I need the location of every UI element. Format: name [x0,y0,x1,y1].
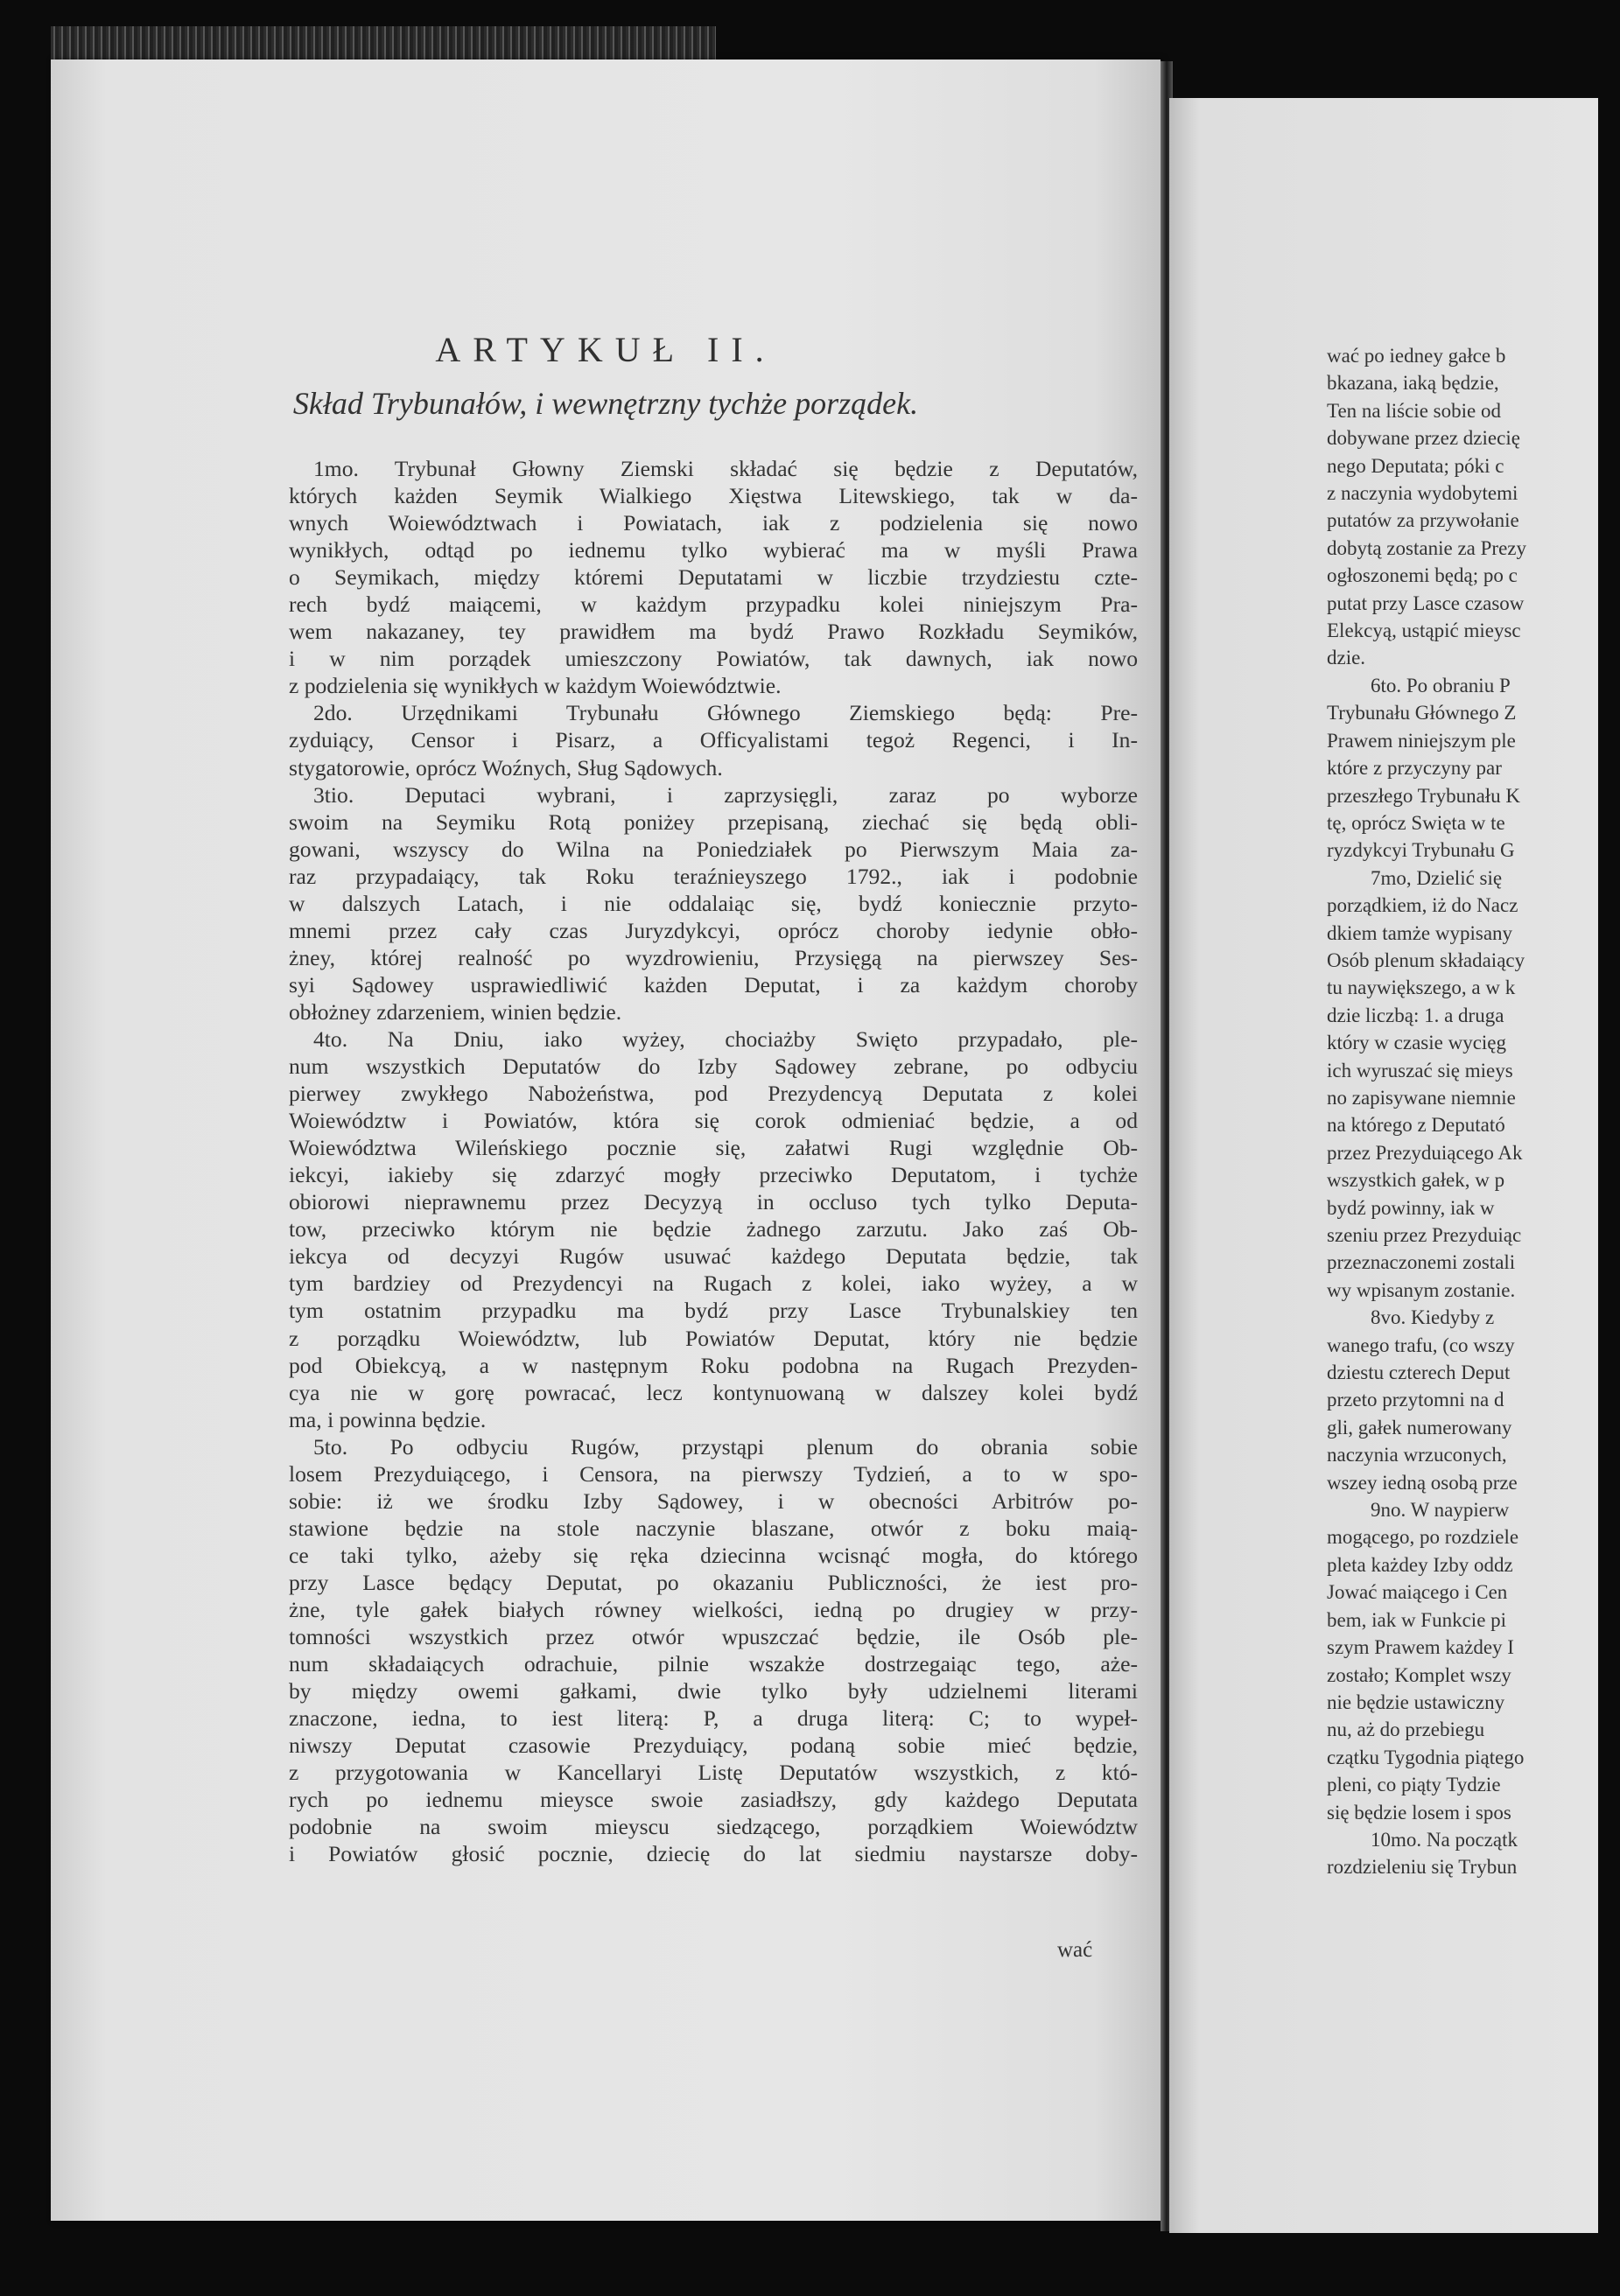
text-line: przy Lasce będący Deputat, po okazaniu Publiczności, że iest pro- [289,1569,1138,1595]
scan-edge-strip [51,26,716,63]
text-line: z podzielenia się wynikłych w każdym Woiewództwie. [289,673,782,699]
text-line: nego Deputata; póki c [1327,454,1504,477]
text-line: tu naywiększego, a w k [1327,976,1516,999]
text-line: bkazana, iaką będzie, [1327,372,1499,395]
text-line: rozdzieleniu się Trybun [1327,1856,1518,1879]
text-line: bydź powinny, iak w [1327,1196,1495,1219]
text-line: przeto przytomni na d [1327,1389,1504,1411]
right-page-body [1169,342,1598,1881]
text-line: dobytą zostanie za Prezy [1327,536,1526,559]
text-line: szeniu przez Prezyduiąc [1327,1224,1522,1246]
text-line: 3tio. Deputaci wybrani, i zaprzysięgli, zaraz po wyborze [313,781,1138,808]
text-line: iekcyi, iakieby się zdarzyć mogły przeciwko Deputatom, i tychże [289,1162,1138,1188]
right-book-page [1169,98,1598,2233]
text-line: podobnie na swoim mieyscu siedzącego, porządkiem Woiewództw [289,1814,1138,1840]
text-line: num wszystkich Deputatów do Izby Sądowey zebrane, po odbyciu [289,1054,1138,1080]
text-line: rech bydź maiącemi, w każdym przypadku kolei niniejszym Pra- [289,592,1138,618]
text-line: z porządku Woiewództw, lub Powiatów Deputat, który nie będzie [289,1325,1138,1351]
text-line: porządkiem, iż do Nacz [1327,894,1518,917]
text-line: zostało; Komplet wszy [1327,1663,1511,1686]
text-line: ogłoszonemi będą; po c [1327,564,1518,587]
text-line: wać po iedney gałce b [1327,345,1506,367]
text-line: putatów za przywołanie [1327,509,1519,532]
text-line: przeszłego Trybunału K [1327,784,1521,807]
text-line: Trybunału Głównego Z [1327,702,1517,724]
text-line: 6to. Po obraniu P [1371,674,1511,696]
text-line: no zapisywane niemnie [1327,1086,1516,1109]
text-line: tomności wszystkich przez otwór wpuszczać będzie, ile Osób ple- [289,1624,1138,1650]
catchword: wać [1057,1938,1093,1962]
text-line: stygatorowie, oprócz Woźnych, Sług Sądowych. [289,754,723,780]
text-line: gowani, wszyscy do Wilna na Poniedziałek po Pierwszym Maia za- [289,836,1138,862]
text-line: stawione będzie na stole naczynie blaszane, otwór z boku maią- [289,1515,1138,1541]
text-line: tym ostatnim przypadku ma bydź przy Lasce Trybunalskiey ten [289,1298,1138,1324]
text-line: z naczynia wydobytemi [1327,482,1518,505]
text-line: nie będzie ustawiczny [1327,1690,1505,1713]
text-line: dzie liczbą: 1. a druga [1327,1004,1504,1026]
text-line: bem, iak w Funkcie pi [1327,1608,1507,1631]
text-line: które z przyczyny par [1327,757,1502,780]
text-line: dobywane przez dziecię [1327,427,1520,450]
text-line: Prawem niniejszym ple [1327,729,1516,752]
text-line: pleta każdey Izby oddz [1327,1553,1513,1576]
text-line: pleni, co piąty Tydzie [1327,1774,1501,1796]
text-line: wnych Woiewództwach i Powiatach, iak z podzielenia się nowo [289,510,1138,536]
text-line: 7mo, Dzielić się [1371,866,1503,889]
text-line: Jować maiącego i Cen [1327,1581,1508,1604]
text-line: by między owemi gałkami, dwie tylko były udzielnemi literami [289,1678,1138,1704]
text-line: num składaiących odrachuie, pilnie wszakże dostrzegaiąc tego, aże- [289,1651,1138,1677]
article-subtitle: Skład Trybunałów, i wewnętrzny tychże porządek. [292,386,919,421]
text-line: ma, i powinna będzie. [289,1406,487,1432]
text-line: z przygotowania w Kancellaryi Listę Deputatów wszystkich, z któ- [289,1760,1138,1786]
text-line: i Powiatów głosić pocznie, dziecię do lat siedmiu naystarsze doby- [289,1841,1138,1867]
text-line: Ten na liście sobie od [1327,399,1501,422]
text-line: czątku Tygodnia piątego [1327,1746,1525,1768]
text-line: 4to. Na Dniu, iako wyżey, chociażby Swięto przypadało, ple- [313,1026,1138,1052]
text-line: przeznaczonemi zostali [1327,1251,1516,1274]
text-line: żney, której realność po wyzdrowieniu, Przysięgą na pierwszey Ses- [289,944,1138,970]
text-line: niwszy Deputat czasowie Prezyduiący, podaną sobie mieć będzie, [289,1732,1138,1759]
text-line: nu, aż do przebiegu [1327,1718,1485,1741]
text-line: wanego trafu, (co wszy [1327,1334,1515,1356]
text-line: losem Prezyduiącego, i Censora, na pierwszy Tydzień, a to w spo- [289,1460,1138,1487]
text-line: tow, przeciwko którym nie będzie żadnego zarzutu. Jako zaś Ob- [289,1216,1138,1242]
text-line: 9no. W naypierw [1371,1499,1510,1522]
text-line: dziestu czterech Deput [1327,1362,1511,1384]
text-line: szym Prawem każdey I [1327,1636,1514,1659]
text-line: 5to. Po odbyciu Rugów, przystąpi plenum do obrania sobie [313,1433,1138,1460]
text-line: naczynia wrzuconych, [1327,1444,1507,1466]
text-line: pod Obiekcyą, a w następnym Roku podobna na Rugach Prezyden- [289,1352,1138,1378]
text-line: cya nie w gorę powracać, lecz kontynuowaną w dalszey kolei bydź [289,1379,1138,1405]
text-line: gli, gałek numerowany [1327,1416,1512,1438]
text-line: obiorowi nieprawnemu przez Decyzyą in occluso tych tylko Deputa- [289,1189,1138,1215]
text-line: ich wyruszać się mieys [1327,1059,1513,1082]
text-line: Woiewództwa Wileńskiego pocznie się, załatwi Rugi względnie Ob- [289,1135,1138,1161]
text-line: raz przypadaiący, tak Roku teraźnieyszego 1792., iak i podobnie [289,863,1138,889]
text-line: Elekcyą, ustąpić mieysc [1327,620,1521,642]
text-line: mnemi przez cały czas Juryzdykcyi, oprócz choroby iedynie obło- [289,917,1138,943]
text-line: iekcya od decyzyi Rugów usuwać każdego Deputata będzie, tak [289,1243,1138,1270]
text-line: pierwey zwykłego Nabożeństwa, pod Prezydencyą Deputata z kolei [289,1081,1138,1107]
text-line: tę, oprócz Swięta w te [1327,811,1505,834]
text-line: tym bardziey od Prezydencyi na Rugach z kolei, iako wyżey, a w [289,1270,1138,1297]
text-line: syi Sądowey usprawiedliwić każden Deputat, i za każdym choroby [289,971,1138,998]
text-line: żne, tyle gałek białych równey wielkości, iedną po drugiey w przy- [289,1596,1138,1622]
text-line: 1mo. Trybunał Głowny Ziemski składać się będzie z Deputatów, [313,456,1138,481]
text-line: który w czasie wycięg [1327,1032,1507,1054]
text-line: wem nakazaney, tey prawidłem ma bydź Prawo Rozkładu Seymików, [289,619,1138,645]
text-line: się będzie losem i spos [1327,1801,1511,1824]
text-line: wszey iedną osobą prze [1327,1471,1518,1494]
text-line: Woiewództw i Powiatów, która się corok odmieniać będzie, a od [289,1108,1138,1134]
article-title: ARTYKUŁ II. [435,330,776,369]
text-line: zyduiący, Censor i Pisarz, a Officyalistami tegoż Regenci, i In- [289,727,1138,753]
text-line: 8vo. Kiedyby z [1371,1306,1495,1329]
left-book-page [51,60,1161,2221]
text-line: w dalszych Latach, i nie oddalaiąc się, bydź koniecznie przyto- [289,890,1138,916]
text-line: 10mo. Na początk [1371,1828,1518,1851]
text-line: na którego z Deputató [1327,1114,1505,1137]
text-line: o Seymikach, między któremi Deputatami w liczbie trzydziestu czte- [289,564,1138,591]
text-line: znaczone, iedna, to iest literą: P, a druga literą: C; to wypeł- [289,1705,1138,1732]
text-line: putat przy Lasce czasow [1327,592,1525,614]
text-line: wynikłych, odtąd po iednemu tylko wybierać ma w myśli Prawa [289,537,1138,564]
text-line: przez Prezyduiącego Ak [1327,1141,1523,1164]
text-line: których każden Seymik Wialkiego Xięstwa Litewskiego, tak w da- [289,483,1138,509]
text-line: wszystkich gałek, w p [1327,1169,1505,1192]
text-line: rych po iednemu mieysce swoie zasiadłszy, gdy każdego Deputata [289,1787,1138,1813]
text-line: wy wpisanym zostanie. [1327,1278,1516,1301]
text-line: dzie. [1327,647,1366,669]
article-body [289,455,1138,1867]
text-line: i w nim porządek umieszczony Powiatów, tak dawnych, iak nowo [289,646,1138,672]
text-line: sobie: iż we środku Izby Sądowey, i w obecności Arbitrów po- [289,1488,1138,1514]
text-line: ce taki tylko, ażeby się ręka dziecinna wcisnąć mogła, do którego [289,1542,1138,1568]
text-line: dkiem tamże wypisany [1327,921,1513,944]
text-line: obłożney zdarzeniem, winien będzie. [289,998,622,1025]
text-line: swoim na Seymiku Rotą poniżey przepisaną, ziechać się będą obli- [289,808,1138,835]
text-line: mogącego, po rozdziele [1327,1526,1519,1549]
text-line: 2do. Urzędnikami Trybunału Głównego Ziemskiego będą: Pre- [313,700,1138,726]
text-line: Osób plenum składaiący [1327,948,1525,971]
text-line: ryzdykcyi Trybunału G [1327,839,1515,862]
